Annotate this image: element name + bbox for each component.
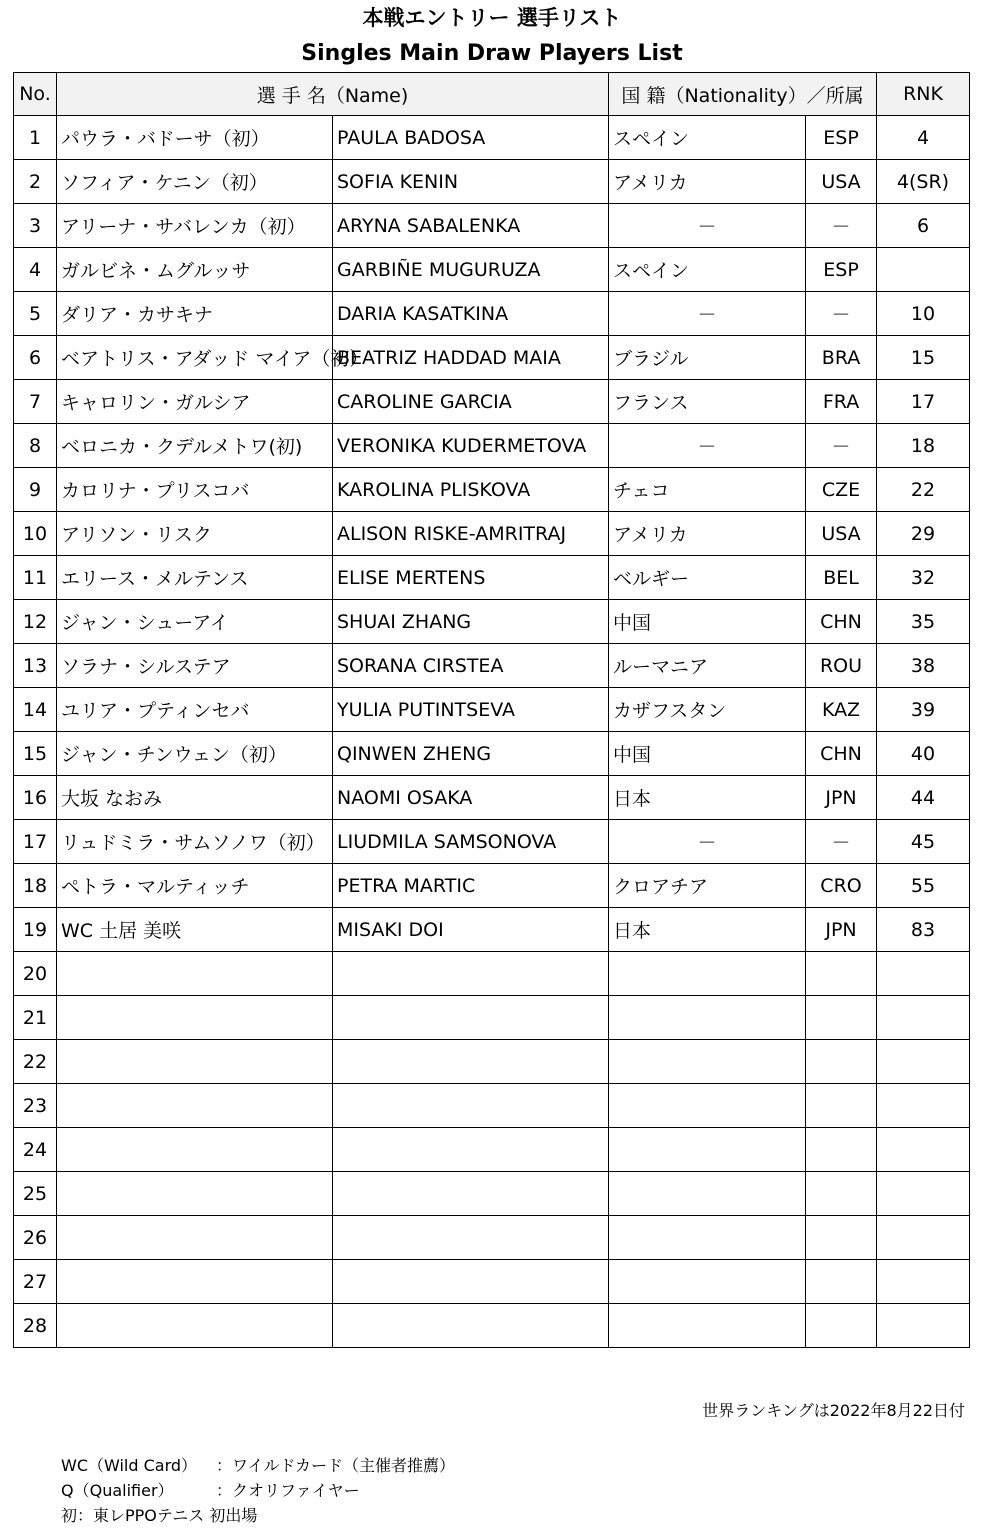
cell-country-code: CHN	[806, 732, 877, 776]
table-row	[14, 908, 970, 952]
table-row	[14, 776, 970, 820]
cell-name-en: QINWEN ZHENG	[333, 732, 609, 776]
cell-name-en	[333, 1304, 609, 1348]
cell-name-en: ARYNA SABALENKA	[333, 204, 609, 248]
table-row	[14, 820, 970, 864]
table-row	[14, 1040, 970, 1084]
table-row	[14, 204, 970, 248]
cell-rank	[877, 1040, 970, 1084]
cell-rank: 45	[877, 820, 970, 864]
cell-country-code	[806, 996, 877, 1040]
table-row	[14, 688, 970, 732]
cell-no: 1	[14, 116, 57, 160]
cell-no: 10	[14, 512, 57, 556]
cell-country: －	[609, 204, 806, 248]
cell-rank: 10	[877, 292, 970, 336]
cell-country-code: －	[806, 424, 877, 468]
cell-name-jp: ジャン・シューアイ	[57, 600, 333, 644]
cell-name-en: GARBIÑE MUGURUZA	[333, 248, 609, 292]
cell-country-code: ROU	[806, 644, 877, 688]
table-row	[14, 556, 970, 600]
cell-country: チェコ	[609, 468, 806, 512]
cell-no: 28	[14, 1304, 57, 1348]
cell-country-code	[806, 1128, 877, 1172]
ranking-date-note: 世界ランキングは2022年8月22日付	[702, 1401, 965, 1420]
cell-country-code: ESP	[806, 116, 877, 160]
cell-rank: 18	[877, 424, 970, 468]
cell-name-en: DARIA KASATKINA	[333, 292, 609, 336]
table-row	[14, 600, 970, 644]
cell-country: 中国	[609, 600, 806, 644]
cell-rank: 29	[877, 512, 970, 556]
cell-name-jp	[57, 1304, 333, 1348]
table-row	[14, 1084, 970, 1128]
cell-country	[609, 1172, 806, 1216]
cell-name-en: ALISON RISKE-AMRITRAJ	[333, 512, 609, 556]
cell-country: －	[609, 292, 806, 336]
cell-rank: 22	[877, 468, 970, 512]
cell-name-jp	[57, 952, 333, 996]
header-nationality: 国 籍（Nationality）／所属	[609, 73, 877, 116]
legend-value: ：ワイルドカード（主催者推薦）	[216, 1456, 456, 1475]
cell-country-code: KAZ	[806, 688, 877, 732]
cell-no: 20	[14, 952, 57, 996]
cell-country: 日本	[609, 908, 806, 952]
cell-name-jp: アリーナ・サバレンカ（初）	[57, 204, 333, 248]
cell-rank: 6	[877, 204, 970, 248]
cell-rank: 55	[877, 864, 970, 908]
cell-country: 中国	[609, 732, 806, 776]
cell-no: 18	[14, 864, 57, 908]
table-row	[14, 1216, 970, 1260]
cell-rank: 4	[877, 116, 970, 160]
cell-name-en	[333, 1216, 609, 1260]
cell-name-en: VERONIKA KUDERMETOVA	[333, 424, 609, 468]
cell-country-code	[806, 1260, 877, 1304]
table-row	[14, 292, 970, 336]
cell-name-en	[333, 1084, 609, 1128]
cell-name-jp	[57, 996, 333, 1040]
cell-name-jp	[57, 1172, 333, 1216]
cell-rank: 35	[877, 600, 970, 644]
cell-country-code: USA	[806, 160, 877, 204]
cell-country-code: FRA	[806, 380, 877, 424]
cell-name-jp: ユリア・プティンセバ	[57, 688, 333, 732]
cell-name-en: BEATRIZ HADDAD MAIA	[333, 336, 609, 380]
page-title-en: Singles Main Draw Players List	[301, 41, 683, 66]
cell-name-en: PAULA BADOSA	[333, 116, 609, 160]
cell-name-jp: ベロニカ・クデルメトワ(初)	[57, 424, 333, 468]
cell-no: 11	[14, 556, 57, 600]
table-row	[14, 1260, 970, 1304]
table-row	[14, 160, 970, 204]
table-row	[14, 732, 970, 776]
cell-rank: 4(SR)	[877, 160, 970, 204]
cell-name-jp	[57, 1216, 333, 1260]
cell-rank: 38	[877, 644, 970, 688]
cell-name-jp: ペトラ・マルティッチ	[57, 864, 333, 908]
table-row	[14, 1172, 970, 1216]
cell-country: 日本	[609, 776, 806, 820]
cell-country: －	[609, 820, 806, 864]
cell-no: 9	[14, 468, 57, 512]
cell-country-code: JPN	[806, 776, 877, 820]
cell-country	[609, 1040, 806, 1084]
cell-country: ベルギー	[609, 556, 806, 600]
cell-country: スペイン	[609, 116, 806, 160]
legend-item-wc	[61, 1453, 455, 1478]
cell-rank	[877, 1172, 970, 1216]
cell-name-jp: リュドミラ・サムソノワ（初）	[57, 820, 333, 864]
table-row	[14, 380, 970, 424]
legend-item-q	[61, 1478, 455, 1503]
cell-no: 27	[14, 1260, 57, 1304]
cell-rank: 83	[877, 908, 970, 952]
cell-country-code: USA	[806, 512, 877, 556]
cell-country	[609, 996, 806, 1040]
cell-country	[609, 1084, 806, 1128]
table-row	[14, 996, 970, 1040]
cell-no: 6	[14, 336, 57, 380]
cell-name-en	[333, 1260, 609, 1304]
cell-name-en: KAROLINA PLISKOVA	[333, 468, 609, 512]
cell-no: 23	[14, 1084, 57, 1128]
cell-no: 19	[14, 908, 57, 952]
cell-country-code	[806, 1304, 877, 1348]
table-row	[14, 512, 970, 556]
cell-country: ルーマニア	[609, 644, 806, 688]
cell-name-jp: ジャン・チンウェン（初）	[57, 732, 333, 776]
header-name: 選 手 名（Name)	[57, 73, 609, 116]
cell-rank	[877, 1216, 970, 1260]
cell-no: 17	[14, 820, 57, 864]
cell-name-jp	[57, 1128, 333, 1172]
cell-name-jp: ソフィア・ケニン（初）	[57, 160, 333, 204]
cell-no: 25	[14, 1172, 57, 1216]
header-rank: RNK	[877, 73, 970, 116]
cell-country-code: BRA	[806, 336, 877, 380]
legend-item-first	[61, 1503, 455, 1528]
table-row	[14, 864, 970, 908]
cell-name-jp: アリソン・リスク	[57, 512, 333, 556]
cell-no: 5	[14, 292, 57, 336]
cell-no: 4	[14, 248, 57, 292]
cell-name-jp: ベアトリス・アダッド マイア（初）	[57, 336, 333, 380]
cell-name-en	[333, 1040, 609, 1084]
table-header-row	[14, 73, 970, 116]
cell-no: 26	[14, 1216, 57, 1260]
cell-no: 21	[14, 996, 57, 1040]
cell-name-jp: ダリア・カサキナ	[57, 292, 333, 336]
page-title-jp: 本戦エントリー 選手リスト	[362, 6, 622, 30]
table-row	[14, 1304, 970, 1348]
cell-country-code: －	[806, 204, 877, 248]
cell-country: －	[609, 424, 806, 468]
cell-name-en: NAOMI OSAKA	[333, 776, 609, 820]
cell-country: スペイン	[609, 248, 806, 292]
cell-country-code: CZE	[806, 468, 877, 512]
cell-name-en: SOFIA KENIN	[333, 160, 609, 204]
cell-name-en: PETRA MARTIC	[333, 864, 609, 908]
cell-no: 7	[14, 380, 57, 424]
cell-country-code: CRO	[806, 864, 877, 908]
table-row	[14, 336, 970, 380]
cell-name-jp: エリース・メルテンス	[57, 556, 333, 600]
cell-rank	[877, 952, 970, 996]
cell-name-jp	[57, 1260, 333, 1304]
cell-no: 8	[14, 424, 57, 468]
cell-no: 16	[14, 776, 57, 820]
cell-country: ブラジル	[609, 336, 806, 380]
cell-country	[609, 1216, 806, 1260]
header-no: No.	[14, 73, 57, 116]
cell-name-jp: パウラ・バドーサ（初）	[57, 116, 333, 160]
cell-rank: 32	[877, 556, 970, 600]
cell-no: 13	[14, 644, 57, 688]
cell-country	[609, 952, 806, 996]
cell-name-en	[333, 1172, 609, 1216]
cell-country: クロアチア	[609, 864, 806, 908]
cell-country: フランス	[609, 380, 806, 424]
cell-no: 12	[14, 600, 57, 644]
cell-country: アメリカ	[609, 512, 806, 556]
cell-country-code	[806, 1084, 877, 1128]
table-body	[14, 116, 970, 1348]
cell-name-jp	[57, 1040, 333, 1084]
legend	[61, 1453, 455, 1528]
cell-country	[609, 1304, 806, 1348]
cell-country-code	[806, 1216, 877, 1260]
legend-key: WC（Wild Card）	[61, 1456, 198, 1475]
cell-name-en: MISAKI DOI	[333, 908, 609, 952]
cell-no: 15	[14, 732, 57, 776]
cell-country-code	[806, 952, 877, 996]
cell-name-en: LIUDMILA SAMSONOVA	[333, 820, 609, 864]
legend-key: Q（Qualifier）	[61, 1481, 174, 1500]
cell-no: 24	[14, 1128, 57, 1172]
cell-country-code: JPN	[806, 908, 877, 952]
legend-first-appearance: 初：東レPPOテニス 初出場	[61, 1506, 258, 1525]
cell-country	[609, 1260, 806, 1304]
cell-rank	[877, 996, 970, 1040]
cell-name-jp: カロリナ・プリスコバ	[57, 468, 333, 512]
cell-no: 2	[14, 160, 57, 204]
cell-name-en: CAROLINE GARCIA	[333, 380, 609, 424]
cell-country: アメリカ	[609, 160, 806, 204]
cell-country-code	[806, 1040, 877, 1084]
cell-name-jp: WC 土居 美咲	[57, 908, 333, 952]
cell-name-en: SORANA CIRSTEA	[333, 644, 609, 688]
cell-name-jp: ガルビネ・ムグルッサ	[57, 248, 333, 292]
cell-country: カザフスタン	[609, 688, 806, 732]
cell-rank: 39	[877, 688, 970, 732]
cell-rank: 40	[877, 732, 970, 776]
cell-country-code: ESP	[806, 248, 877, 292]
cell-rank	[877, 248, 970, 292]
table-row	[14, 952, 970, 996]
table-row	[14, 468, 970, 512]
cell-country-code: CHN	[806, 600, 877, 644]
cell-rank: 17	[877, 380, 970, 424]
table-row	[14, 644, 970, 688]
cell-no: 22	[14, 1040, 57, 1084]
cell-rank	[877, 1084, 970, 1128]
legend-value: ：クオリファイヤー	[216, 1481, 360, 1500]
cell-no: 3	[14, 204, 57, 248]
cell-country-code: －	[806, 292, 877, 336]
cell-name-jp: キャロリン・ガルシア	[57, 380, 333, 424]
cell-country-code	[806, 1172, 877, 1216]
cell-name-en	[333, 952, 609, 996]
table-row	[14, 424, 970, 468]
cell-country	[609, 1128, 806, 1172]
table-row	[14, 248, 970, 292]
cell-name-jp: 大坂 なおみ	[57, 776, 333, 820]
cell-rank	[877, 1304, 970, 1348]
cell-rank: 15	[877, 336, 970, 380]
cell-name-en	[333, 1128, 609, 1172]
cell-name-en: YULIA PUTINTSEVA	[333, 688, 609, 732]
cell-rank: 44	[877, 776, 970, 820]
cell-rank	[877, 1128, 970, 1172]
cell-name-jp: ソラナ・シルステア	[57, 644, 333, 688]
cell-country-code: －	[806, 820, 877, 864]
cell-name-en: SHUAI ZHANG	[333, 600, 609, 644]
cell-rank	[877, 1260, 970, 1304]
cell-no: 14	[14, 688, 57, 732]
cell-country-code: BEL	[806, 556, 877, 600]
cell-name-en	[333, 996, 609, 1040]
cell-name-en: ELISE MERTENS	[333, 556, 609, 600]
table-row	[14, 116, 970, 160]
cell-name-jp	[57, 1084, 333, 1128]
players-table	[13, 72, 970, 1348]
table-row	[14, 1128, 970, 1172]
